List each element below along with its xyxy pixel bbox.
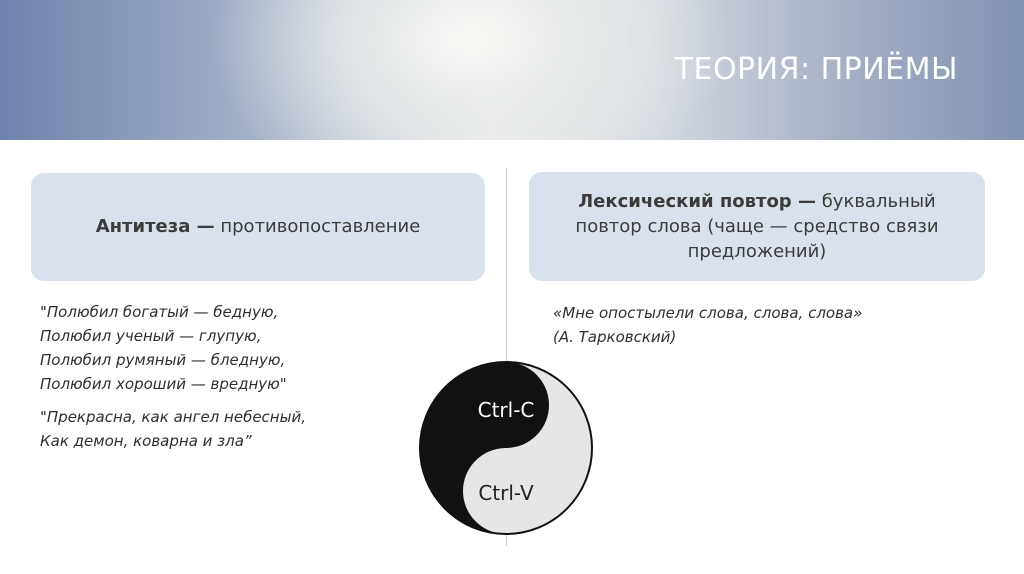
antithesis-description: противопоставление (220, 216, 421, 238)
repetition-description-line1: буквальный (821, 190, 936, 212)
quote-line: "Прекрасна, как ангел небесный, (40, 408, 306, 426)
yin-yang-icon (418, 360, 594, 536)
header-banner (0, 0, 1024, 140)
ctrl-v-label: Ctrl-V (478, 481, 534, 505)
quote-line: Полюбил румяный — бледную, (40, 351, 286, 369)
repetition-definition-box (529, 172, 985, 281)
quote-line: Как демон, коварна и зла” (40, 432, 252, 450)
repetition-definition (575, 189, 938, 265)
ctrl-c-label: Ctrl-C (477, 398, 535, 422)
antithesis-definition-box (31, 173, 485, 281)
antithesis-term: Антитеза — (95, 216, 215, 238)
repetition-example-quote (553, 301, 862, 349)
antithesis-definition (96, 214, 421, 239)
quote-line: «Мне опостылели слова, слова, слова» (553, 304, 863, 322)
antithesis-example-quote-2 (40, 405, 306, 453)
quote-line: Полюбил хороший — вредную" (40, 375, 287, 393)
repetition-description-line3: предложений) (687, 241, 827, 263)
page-title: ТЕОРИЯ: ПРИЁМЫ (674, 52, 958, 87)
quote-line: Полюбил ученый — глупую, (40, 327, 262, 345)
repetition-description-line2: повтор слова (чаще — средство связи (575, 215, 939, 237)
quote-line: "Полюбил богатый — бедную, (40, 303, 279, 321)
quote-line: (А. Тарковский) (553, 328, 677, 346)
antithesis-example-quote (40, 300, 287, 396)
repetition-term: Лексический повтор — (578, 190, 816, 212)
